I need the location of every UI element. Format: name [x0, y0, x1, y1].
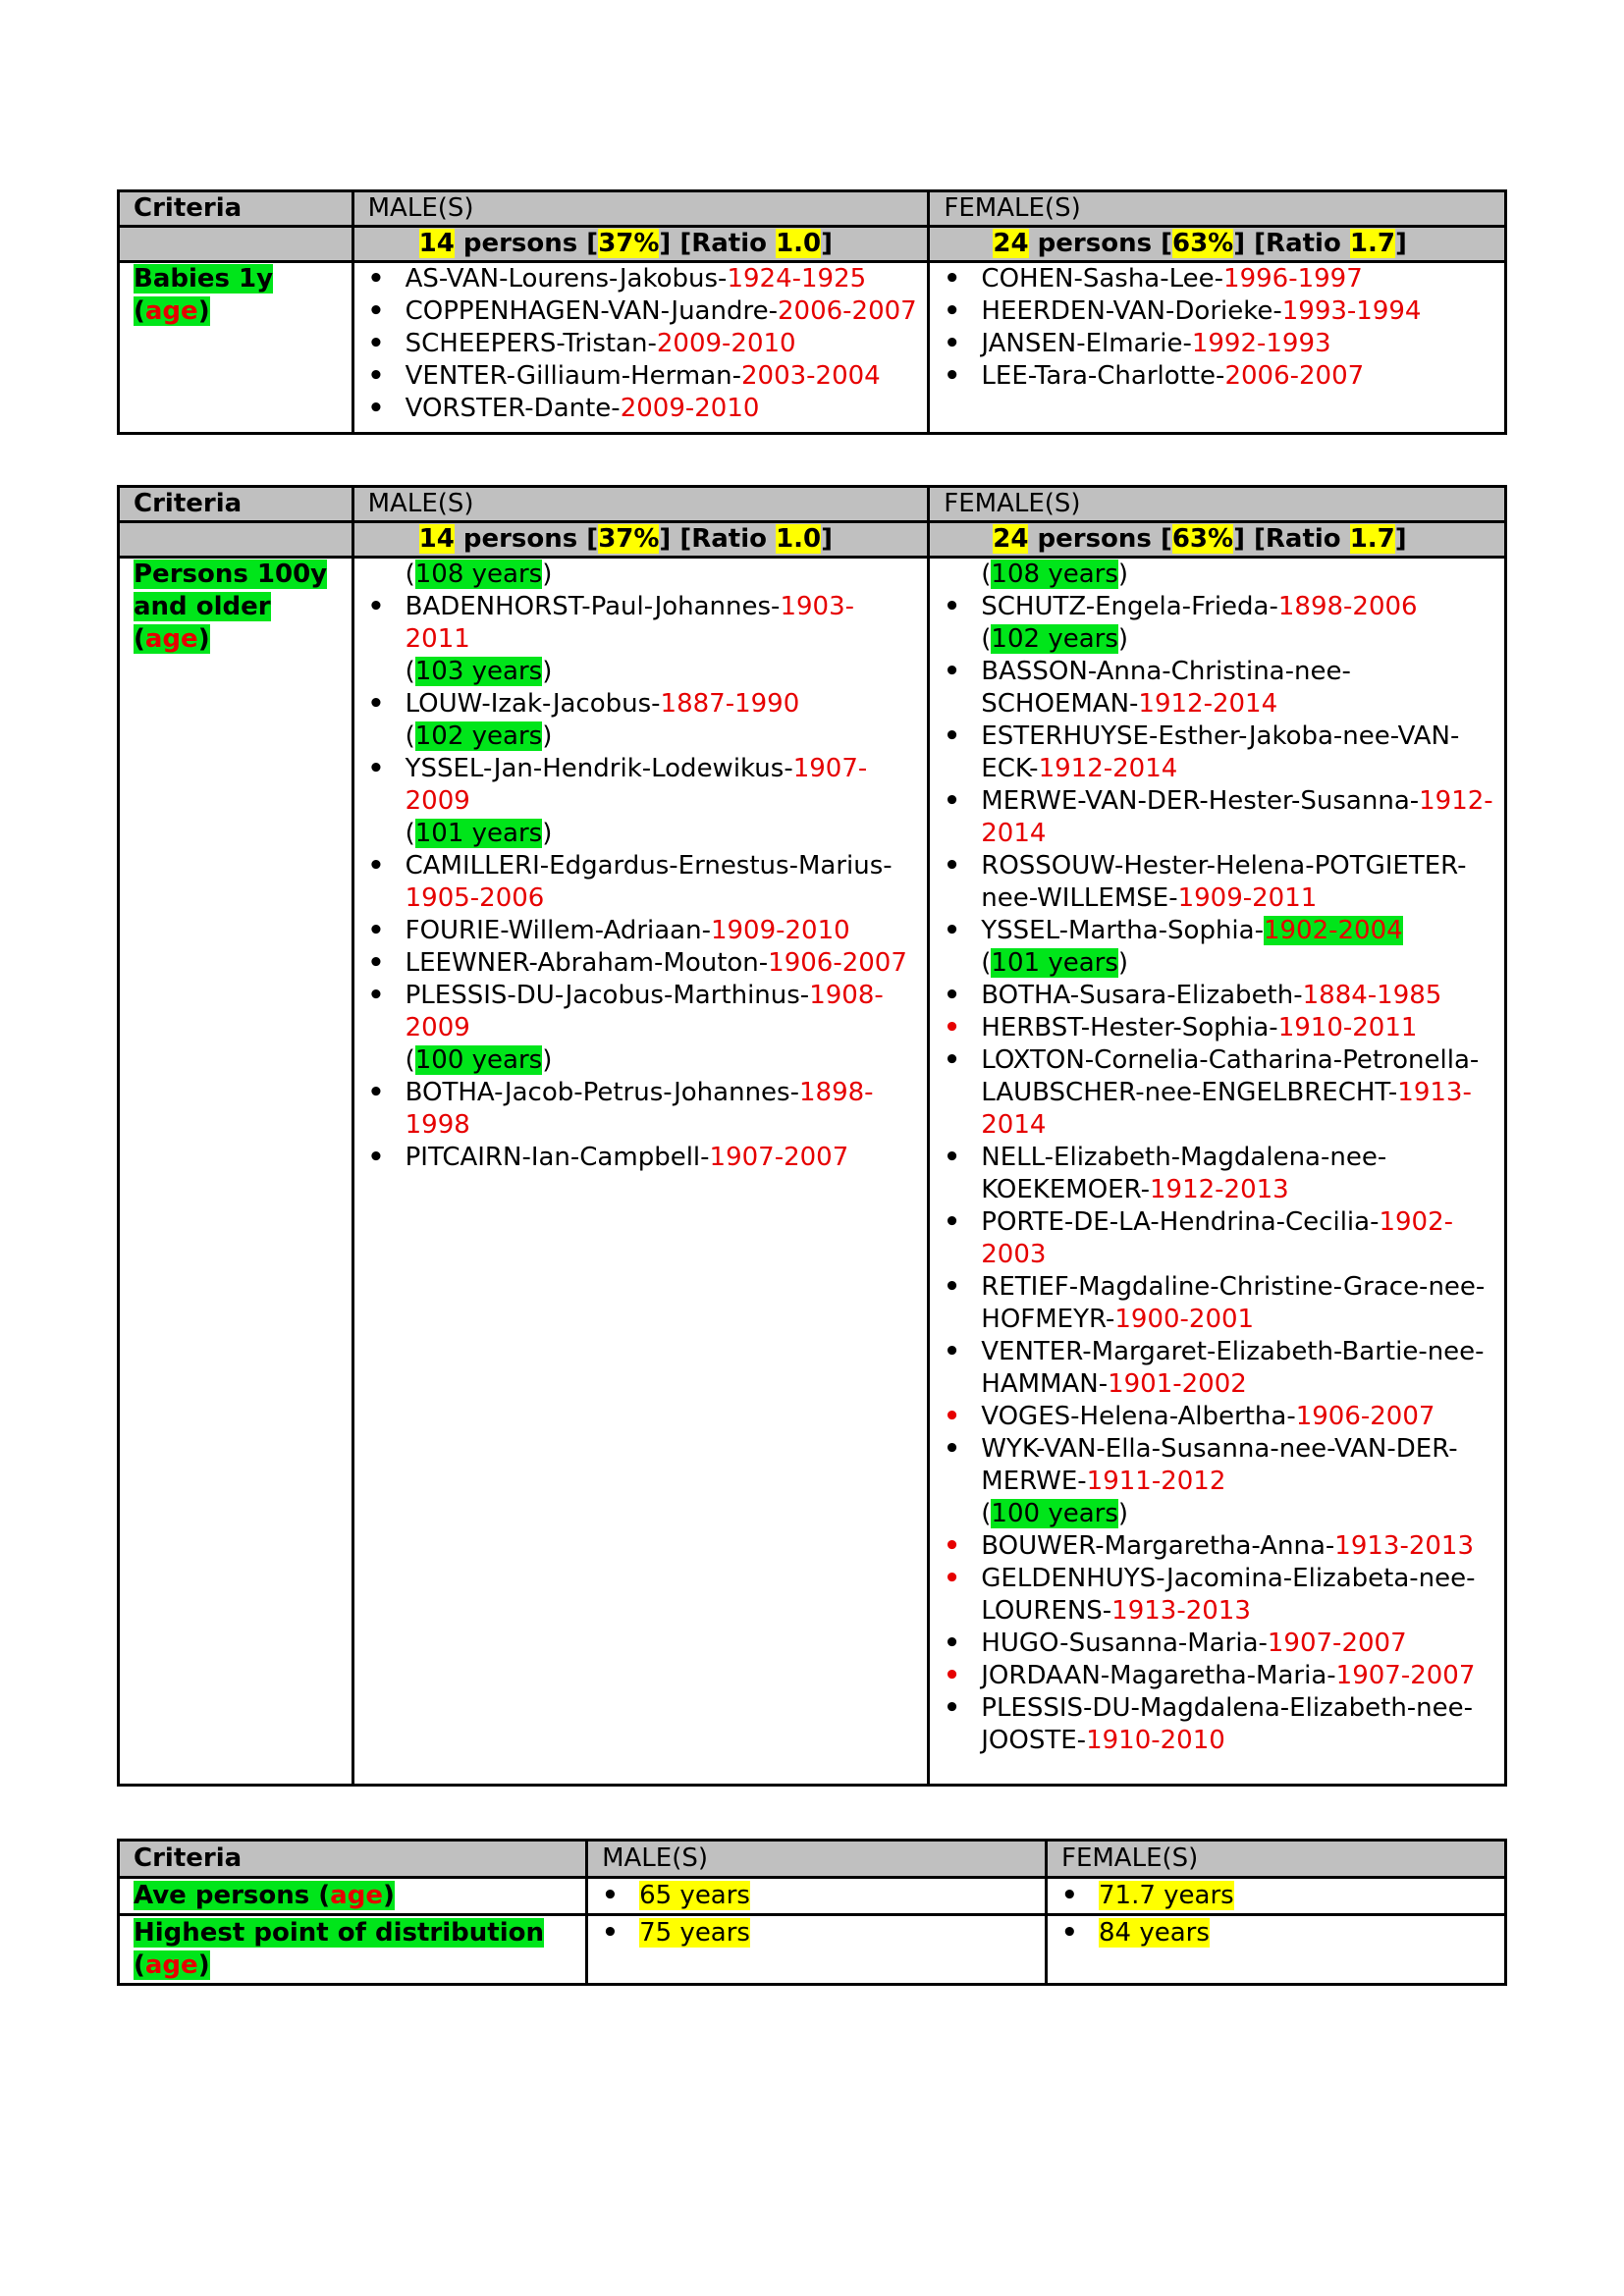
male-summary: 14 persons [37%] [Ratio 1.0]	[352, 227, 929, 262]
person-years: 1909-2010	[710, 916, 850, 945]
male-list	[354, 559, 918, 1174]
female-list-cell	[929, 262, 1506, 434]
person-name: PLESSIS-DU-Magdalena-Elizabeth-nee-JOOSTE-	[981, 1693, 1474, 1755]
age-note: (102 years)	[981, 624, 1129, 654]
age-note: (108 years)	[981, 560, 1129, 589]
person-entry	[930, 915, 1494, 947]
age-value: 108 years	[414, 560, 543, 589]
person-years: 1992-1993	[1191, 329, 1331, 358]
bullet-icon	[944, 1271, 963, 1304]
person-entry	[930, 1530, 1494, 1563]
bullet-icon	[368, 360, 388, 393]
person-entry	[354, 753, 918, 818]
age-value: 101 years	[414, 819, 543, 848]
person-years: 1907-2007	[1267, 1629, 1407, 1658]
peak-label: Highest point of distribution (age)	[119, 1915, 587, 1985]
person-entry	[930, 656, 1494, 721]
person-name: BASSON-Anna-Christina-nee-SCHOEMAN-	[981, 657, 1351, 719]
bullet-icon	[944, 1692, 963, 1725]
person-entry	[354, 1142, 918, 1174]
bullet-icon	[944, 263, 963, 295]
bullet-icon	[368, 980, 388, 1012]
person-entry	[930, 591, 1494, 623]
person-name: AS-VAN-Lourens-Jakobus-	[405, 264, 728, 294]
person-years: 1996-1997	[1223, 264, 1363, 294]
female-list	[930, 263, 1494, 393]
person-name: YSSEL-Jan-Hendrik-Lodewikus-	[405, 754, 793, 783]
person-years: 1901-2002	[1108, 1369, 1247, 1399]
person-years: 2006-2007	[777, 296, 917, 326]
person-entry	[930, 1660, 1494, 1692]
person-entry	[354, 360, 918, 393]
age-note: (108 years)	[405, 560, 553, 589]
criteria-header: Criteria	[119, 191, 353, 227]
person-name: HERBST-Hester-Sophia-	[981, 1013, 1278, 1042]
person-name: LOUW-Izak-Jacobus-	[405, 689, 661, 719]
person-years: 1913-2013	[1111, 1596, 1251, 1626]
person-name: SCHUTZ-Engela-Frieda-	[981, 592, 1278, 621]
person-years: 1907-2007	[1335, 1661, 1476, 1690]
person-name: COHEN-Sasha-Lee-	[981, 264, 1224, 294]
person-entry	[930, 721, 1494, 785]
person-years: 2009-2010	[620, 394, 760, 423]
person-years: 1924-1925	[727, 264, 867, 294]
person-years: 1913-2013	[1334, 1531, 1475, 1561]
person-years: 1884-1985	[1302, 981, 1442, 1010]
person-entry	[354, 980, 918, 1044]
person-name: WYK-VAN-Ella-Susanna-nee-VAN-DER-MERWE-	[981, 1434, 1458, 1496]
person-entry	[354, 947, 918, 980]
person-name: GELDENHUYS-Jacomina-Elizabeta-nee-LOURENS-	[981, 1564, 1476, 1626]
age-value: 101 years	[991, 948, 1118, 978]
person-entry	[930, 1433, 1494, 1498]
person-name: RETIEF-Magdaline-Christine-Grace-nee-HOFMEYR-	[981, 1272, 1486, 1334]
person-years: 1913-2014	[981, 1078, 1472, 1140]
person-years: 1903-2011	[405, 592, 854, 654]
ave-label: Ave persons (age)	[119, 1878, 587, 1915]
criteria-centenarians: Persons 100y and older (age)	[119, 558, 353, 1786]
male-header: MALE(S)	[587, 1841, 1047, 1878]
person-name: PLESSIS-DU-Jacobus-Marthinus-	[405, 981, 810, 1010]
person-entry	[930, 1336, 1494, 1401]
age-value: 100 years	[991, 1499, 1118, 1528]
bullet-icon	[944, 1563, 963, 1595]
person-years: 1912-2014	[1038, 754, 1178, 783]
age-note: (101 years)	[981, 948, 1129, 978]
person-years: 1907-2007	[709, 1143, 849, 1172]
person-years: 1993-1994	[1281, 296, 1422, 326]
summary-table	[117, 1839, 1507, 1986]
person-name: BADENHORST-Paul-Johannes-	[405, 592, 781, 621]
bullet-icon	[368, 753, 388, 785]
person-name: ESTERHUYSE-Esther-Jakoba-nee-VAN-ECK-	[981, 721, 1460, 783]
person-entry	[930, 1012, 1494, 1044]
bullet-icon	[368, 263, 388, 295]
age-value: 102 years	[414, 721, 543, 751]
criteria-subheader	[119, 522, 353, 558]
criteria-babies: Babies 1y (age)	[119, 262, 353, 434]
person-years: 1906-2007	[1295, 1402, 1435, 1431]
female-header: FEMALE(S)	[1046, 1841, 1505, 1878]
bullet-icon	[944, 295, 963, 328]
person-name: COPPENHAGEN-VAN-Juandre-	[405, 296, 778, 326]
bullet-icon	[368, 591, 388, 623]
bullet-icon	[944, 1628, 963, 1660]
criteria-subheader	[119, 227, 353, 262]
male-list	[354, 263, 918, 425]
person-entry	[354, 393, 918, 425]
person-years: 1898-1998	[405, 1078, 874, 1140]
person-years: 2006-2007	[1224, 361, 1365, 391]
bullet-icon	[944, 1433, 963, 1466]
age-value: 103 years	[414, 657, 543, 686]
person-entry	[930, 295, 1494, 328]
person-years: 1910-2010	[1086, 1726, 1225, 1755]
bullet-icon	[944, 328, 963, 360]
peak-female: • 84 years	[1046, 1915, 1505, 1985]
bullet-icon	[944, 1660, 963, 1692]
bullet-icon	[368, 328, 388, 360]
ave-female: • 71.7 years	[1046, 1878, 1505, 1915]
bullet-icon	[944, 1044, 963, 1077]
person-years: 1887-1990	[660, 689, 800, 719]
person-name: VORSTER-Dante-	[405, 394, 621, 423]
person-name: LOXTON-Cornelia-Catharina-Petronella-LAUBSCHER-nee-ENGELBRECHT-	[981, 1045, 1480, 1107]
bullet-icon	[368, 1077, 388, 1109]
person-name: LEE-Tara-Charlotte-	[981, 361, 1225, 391]
person-name: PORTE-DE-LA-Hendrina-Cecilia-	[981, 1207, 1380, 1237]
age-note: (100 years)	[405, 1045, 553, 1075]
criteria-header: Criteria	[119, 1841, 587, 1878]
age-note: (103 years)	[405, 657, 553, 686]
person-entry	[354, 915, 918, 947]
person-entry	[354, 328, 918, 360]
person-years: 2003-2004	[741, 361, 881, 391]
person-years: 2009-2010	[656, 329, 796, 358]
female-list	[930, 559, 1494, 1757]
bullet-icon	[368, 915, 388, 947]
bullet-icon	[944, 1530, 963, 1563]
person-name: BOUWER-Margaretha-Anna-	[981, 1531, 1335, 1561]
person-name: LEEWNER-Abraham-Mouton-	[405, 948, 769, 978]
male-summary: 14 persons [37%] [Ratio 1.0]	[352, 522, 929, 558]
age-note: (102 years)	[405, 721, 553, 751]
bullet-icon	[944, 850, 963, 882]
person-entry	[930, 1271, 1494, 1336]
person-name: VOGES-Helena-Albertha-	[981, 1402, 1296, 1431]
age-value: 100 years	[414, 1045, 543, 1075]
bullet-icon	[368, 850, 388, 882]
person-years: 1912-2014	[981, 786, 1493, 848]
bullet-icon	[944, 591, 963, 623]
person-years: 1902-2004	[1263, 916, 1403, 945]
peak-male: • 75 years	[587, 1915, 1047, 1985]
person-entry	[354, 591, 918, 656]
bullet-icon	[944, 1336, 963, 1368]
person-years: 1902-2003	[981, 1207, 1454, 1269]
bullet-icon	[368, 1142, 388, 1174]
person-name: HUGO-Susanna-Maria-	[981, 1629, 1268, 1658]
person-name: VENTER-Gilliaum-Herman-	[405, 361, 741, 391]
bullet-icon	[368, 947, 388, 980]
person-name: PITCAIRN-Ian-Campbell-	[405, 1143, 710, 1172]
person-name: JORDAAN-Magaretha-Maria-	[981, 1661, 1336, 1690]
person-entry	[930, 980, 1494, 1012]
age-value: 102 years	[991, 624, 1118, 654]
person-years: 1900-2001	[1114, 1305, 1255, 1334]
person-name: YSSEL-Martha-Sophia-	[981, 916, 1264, 945]
person-name: JANSEN-Elmarie-	[981, 329, 1192, 358]
person-years: 1898-2006	[1277, 592, 1418, 621]
bullet-icon	[944, 980, 963, 1012]
female-summary: 24 persons [63%] [Ratio 1.7]	[929, 522, 1506, 558]
person-entry	[930, 263, 1494, 295]
person-entry	[930, 1563, 1494, 1628]
person-years: 1906-2007	[768, 948, 907, 978]
person-name: SCHEEPERS-Tristan-	[405, 329, 657, 358]
person-name: CAMILLERI-Edgardus-Ernestus-Marius-	[405, 851, 893, 881]
criteria-header: Criteria	[119, 487, 353, 522]
person-years: 1905-2006	[405, 883, 545, 913]
person-name: NELL-Elizabeth-Magdalena-nee-KOEKEMOER-	[981, 1143, 1387, 1204]
person-name: MERWE-VAN-DER-Hester-Susanna-	[981, 786, 1420, 816]
person-years: 1910-2011	[1277, 1013, 1418, 1042]
person-entry	[930, 1142, 1494, 1206]
person-entry	[930, 328, 1494, 360]
person-entry	[354, 263, 918, 295]
person-entry	[354, 1077, 918, 1142]
female-summary: 24 persons [63%] [Ratio 1.7]	[929, 227, 1506, 262]
bullet-icon	[944, 1206, 963, 1239]
bullet-icon	[944, 1012, 963, 1044]
person-years: 1912-2013	[1149, 1175, 1289, 1204]
bullet-icon	[368, 688, 388, 721]
person-entry	[930, 1692, 1494, 1757]
female-header: FEMALE(S)	[929, 487, 1506, 522]
person-years: 1907-2009	[405, 754, 868, 816]
person-name: BOTHA-Susara-Elizabeth-	[981, 981, 1303, 1010]
person-entry	[930, 1206, 1494, 1271]
peak-row	[119, 1915, 1506, 1985]
person-entry	[930, 1044, 1494, 1142]
person-entry	[930, 360, 1494, 393]
bullet-icon	[368, 295, 388, 328]
age-note: (101 years)	[405, 819, 553, 848]
male-header: MALE(S)	[352, 487, 929, 522]
person-entry	[930, 850, 1494, 915]
person-years: 1911-2012	[1086, 1467, 1226, 1496]
person-name: VENTER-Margaret-Elizabeth-Bartie-nee-HAMMAN-	[981, 1337, 1485, 1399]
babies-table	[117, 189, 1507, 435]
person-name: BOTHA-Jacob-Petrus-Johannes-	[405, 1078, 799, 1107]
bullet-icon	[944, 721, 963, 753]
person-entry	[354, 295, 918, 328]
person-years: 1909-2011	[1177, 883, 1318, 913]
bullet-icon	[368, 393, 388, 425]
person-name: ROSSOUW-Hester-Helena-POTGIETER-nee-WILLEMSE-	[981, 851, 1467, 913]
ave-row	[119, 1878, 1506, 1915]
person-name: FOURIE-Willem-Adriaan-	[405, 916, 711, 945]
person-entry	[354, 688, 918, 721]
bullet-icon	[944, 1401, 963, 1433]
bullet-icon	[944, 360, 963, 393]
bullet-icon	[944, 656, 963, 688]
age-value: 108 years	[991, 560, 1118, 589]
person-name: HEERDEN-VAN-Dorieke-	[981, 296, 1282, 326]
bullet-icon	[944, 915, 963, 947]
female-header: FEMALE(S)	[929, 191, 1506, 227]
person-entry	[930, 1401, 1494, 1433]
bullet-icon	[944, 785, 963, 818]
person-entry	[930, 1628, 1494, 1660]
age-note: (100 years)	[981, 1499, 1129, 1528]
person-years: 1912-2014	[1138, 689, 1278, 719]
person-entry	[354, 850, 918, 915]
centenarians-table	[117, 485, 1507, 1787]
ave-male: • 65 years	[587, 1878, 1047, 1915]
bullet-icon	[944, 1142, 963, 1174]
person-years: 1908-2009	[405, 981, 884, 1042]
person-entry	[930, 785, 1494, 850]
male-list-cell	[352, 262, 929, 434]
male-list-cell	[352, 558, 929, 1786]
male-header: MALE(S)	[352, 191, 929, 227]
female-list-cell	[929, 558, 1506, 1786]
